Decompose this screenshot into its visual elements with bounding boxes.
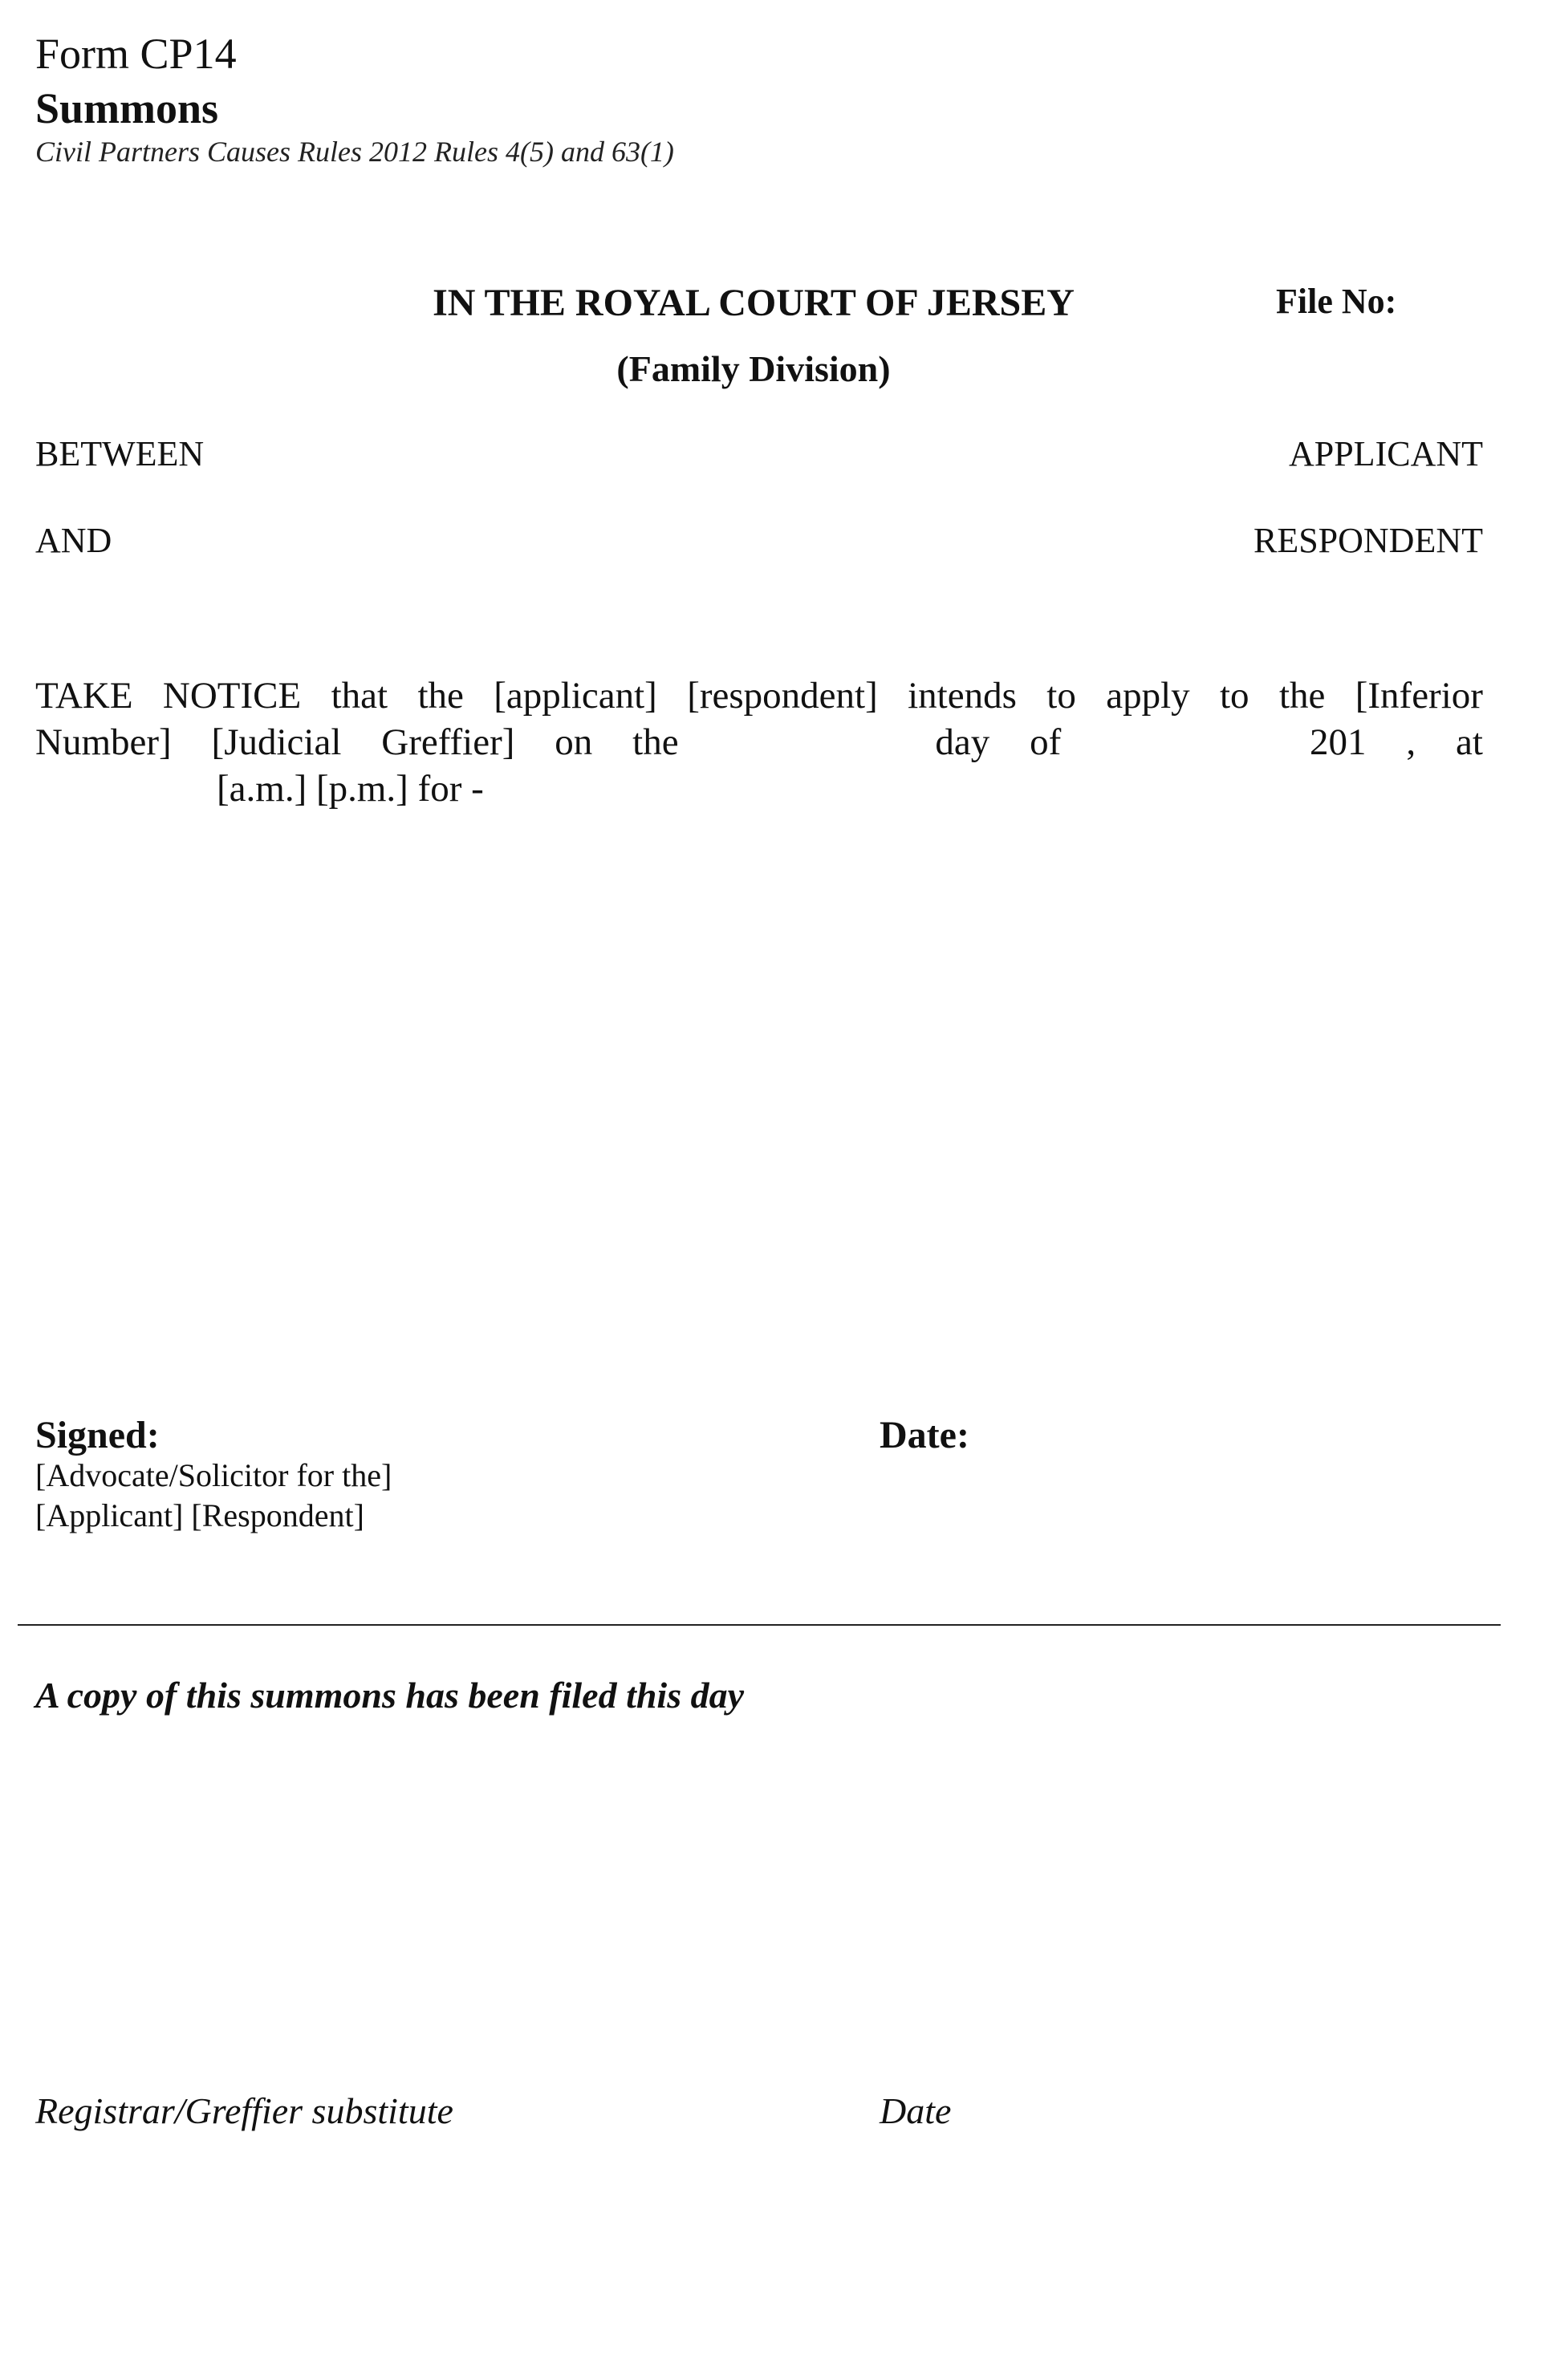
notice-word: TAKE [35, 675, 133, 717]
notice-word: to [1220, 675, 1249, 717]
notice-word: to [1046, 675, 1076, 717]
notice-word: apply [1106, 675, 1190, 717]
blank-space [718, 719, 895, 766]
registrar-label: Registrar/Greffier substitute [35, 2090, 453, 2131]
file-no-label: File No: [1276, 282, 1397, 321]
notice-word: on [555, 721, 593, 763]
signed-capacity-line-1: [Advocate/Solicitor for the] [35, 1457, 392, 1493]
form-number: Form CP14 [35, 30, 237, 78]
between-label: BETWEEN [35, 434, 205, 473]
notice-word: intends [908, 675, 1017, 717]
court-division: (Family Division) [616, 348, 891, 389]
and-label: AND [35, 521, 112, 560]
notice-word: the [417, 675, 464, 717]
rule-reference: Civil Partners Causes Rules 2012 Rules 4(5) and 63(1) [35, 136, 674, 168]
blank-space [1101, 719, 1270, 766]
notice-word: the [632, 721, 679, 763]
filed-statement: A copy of this summons has been filed this day [35, 1675, 745, 1716]
notice-line-2 [35, 719, 1483, 766]
notice-word: [respondent] [687, 675, 878, 717]
notice-word: day [935, 721, 990, 763]
notice-word: the [1278, 675, 1326, 717]
notice-word: Number] [35, 721, 172, 763]
applicant-label: APPLICANT [1288, 434, 1483, 473]
notice-line-3: [a.m.] [p.m.] for - [217, 768, 484, 810]
respondent-label: RESPONDENT [1253, 521, 1483, 560]
notice-word: [Judicial [211, 721, 342, 763]
form-title: Summons [35, 84, 219, 132]
notice-word: Greffier] [381, 721, 515, 763]
section-divider [18, 1624, 1501, 1626]
notice-word: [Inferior [1355, 675, 1483, 717]
notice-word: NOTICE [162, 675, 302, 717]
notice-line-1 [35, 672, 1483, 719]
notice-word: that [331, 675, 388, 717]
notice-word: [applicant] [494, 675, 657, 717]
notice-word: , [1406, 721, 1416, 763]
registrar-date-label: Date [880, 2090, 952, 2131]
signed-label: Signed: [35, 1414, 160, 1456]
notice-word: 201 [1309, 721, 1367, 763]
date-label: Date: [880, 1414, 969, 1456]
notice-word: at [1455, 721, 1483, 763]
signed-capacity-line-2: [Applicant] [Respondent] [35, 1497, 364, 1533]
court-name: IN THE ROYAL COURT OF JERSEY [433, 282, 1075, 324]
notice-word: of [1030, 721, 1062, 763]
